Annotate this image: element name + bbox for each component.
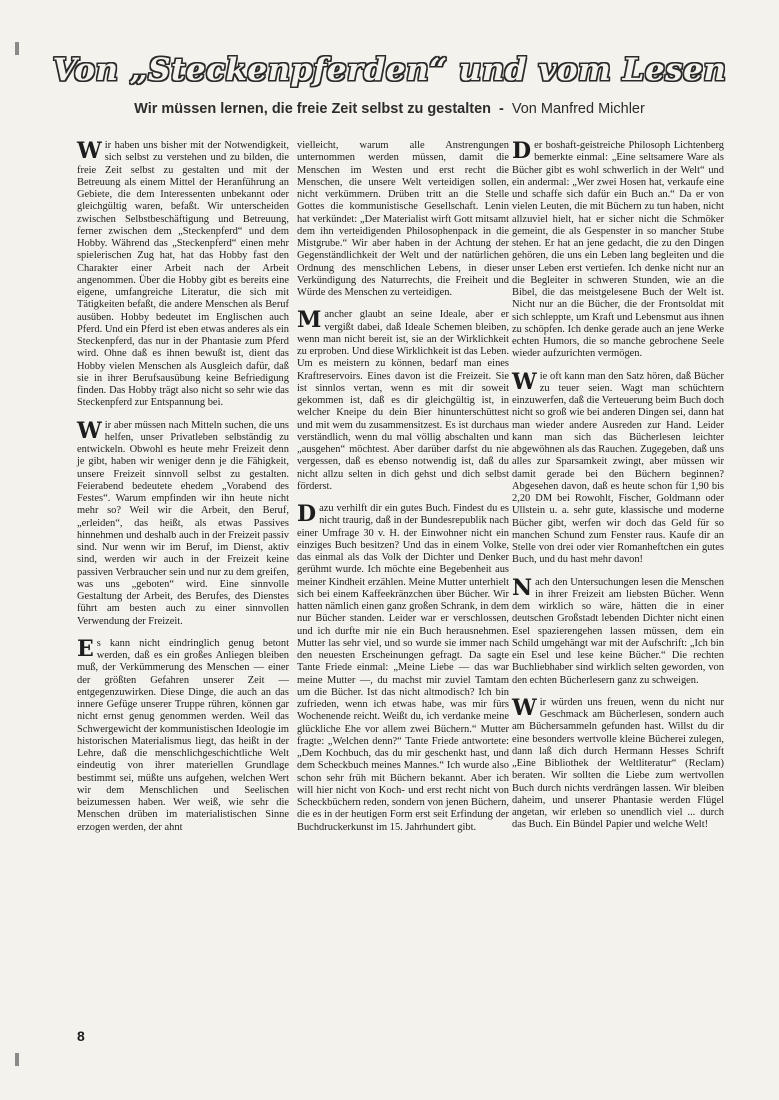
- paragraph: [512, 574, 724, 687]
- paragraph-text: er boshaft-geistreiche Philosoph Lichtenberg bemerkte einmal: „Eine seltsamere Ware als Bücher gibt es wohl schwerlich in der Welt“ und ein andermal: „Wer zwei Hosen hat, verkaufe eine und schaffe sich dafür ein Buch an.“ Da er von vielen Leuten, die mit Büchern zu tun haben, nicht allzuviel hielt, hat er sicher nicht die Schmöker gemeint, die als Gespenster in so mancher Stube stehen. Er hat an jene gedacht, die zu den Dingen gehören, die uns ein Leben lang begleiten und die unser Leben erst vertiefen. Ich denke nicht nur an die Begleiter in schweren Stunden, wie an die Bibel, die das meistgelesene Buch der Welt ist. Nicht nur an die Bücher, die der Frontsoldat mit sich schleppte, um Kraft und Lebensmut aus ihnen zu schöpfen. Ich denke gerade auch an jene Werke echten Humors, die so manche gebrochene Seele wieder aufzurichten vermögen.: [512, 140, 724, 360]
- drop-cap: D: [512, 138, 532, 164]
- text-column-2: [297, 140, 509, 844]
- paragraph-text: ir würden uns freuen, wenn du nicht nur Geschmack am Bücherlesen, sondern auch am Büchersammeln gefunden hast. Willst du dir eine besonders wertvolle kleine Bücherei zulegen, dann laß dich durch Hermann Hesses Schrift „Eine Bibliothek der Weltliteratur“ (Reclam) beraten. Wir sollten die Liebe zum wertvollen Buch durch nichts verdrängen lassen. Wir bleiben daheim, und unserer Phantasie werden Flügel angetan, wir erleben so unendlich viel ... durch das Buch. Ein Bündel Papier und welche Welt!: [512, 696, 724, 831]
- paragraph-text: ancher glaubt an seine Ideale, aber er vergißt dabei, daß Ideale Schemen bleiben, wenn man nicht bereit ist, sie an der Wirklichkeit zu erproben. Und diese Wirklichkeit ist das Leben. Um es meistern zu können, bedarf man eines Kraftreservoirs. Eines davon ist die Freizeit. Sie ist sinnlos vertan, wenn es mit dir soweit gekommen ist, daß es dir gleichgültig ist, in welcher Kneipe du dein Bier hinunterschüttest und mit wem du zusammensitzest. Es ist durchaus verständlich, wenn du mal völlig abschalten und „ausgehen“ möchtest. Aber darüber darfst du nie vergessen, daß es ebenso notwendig ist, daß du nicht allzu selten in dich gehst und dich selbst förderst.: [297, 309, 509, 492]
- binder-hole-mark: [15, 1053, 19, 1066]
- paragraph-text: azu verhilft dir ein gutes Buch. Findest du es nicht traurig, daß in der Bundesrepublik nach einer Umfrage 30 v. H. der Einwohner nicht ein einziges Buch besitzen? Und das in einem Volke, das einmal als das Volk der Dichter und Denker gerühmt wurde. Ich möchte eine Begebenheit aus meiner Kindheit erzählen. Meine Mutter unterhielt sich bei einem Kaffeekränzchen über Bücher. Wir hatten nämlich einen ganz großen Schrank, in dem nur Bücher standen. Leider war er verschlossen, und ich durfte mir nie ein Buch herausnehmen. Mutter las sehr viel, und so wurde sie immer nach den neuesten Erscheinungen gefragt. Da sagte Tante Friede einmal: „Meine Liebe — das war meine Mutter —, du machst mir zuviel Tamtam um die Bücher. Ist das nicht altmodisch? Ich bin zufrieden, wenn ich etwas habe, was mir fürs Wochenende reicht. Weißt du, ich verdanke meine glückliche Ehe vor allem zwei Büchern.“ Mutter fragte: „Welchen denn?“ Tante Friede antwortete: „Dem Kochbuch, das du mir geschenkt hast, und dem Scheckbuch meines Mannes.“ Ich wurde also schon sehr früh mit Büchern bekannt. Aber ich will hier nicht von Koch- und erst recht nicht von Scheckbüchern reden, sondern von jenen Büchern, die es in der heutigen Form erst seit Erfindung der Buchdruckerkunst im 15. Jahrhundert gibt.: [297, 503, 509, 833]
- drop-cap: W: [512, 694, 537, 721]
- article-subtitle: [0, 101, 779, 117]
- paragraph: [297, 309, 509, 493]
- drop-cap: N: [512, 574, 533, 601]
- drop-cap: M: [297, 307, 322, 334]
- subtitle-separator: -: [499, 101, 504, 117]
- text-column-3: [512, 140, 724, 842]
- paragraph: [512, 694, 724, 832]
- paragraph: [297, 503, 509, 834]
- paragraph: [512, 140, 724, 361]
- paragraph-text: s kann nicht eindringlich genug betont werden, daß es ein großes Anliegen bleiben muß, der Verkümmerung des Menschen — einer der größten Gefahren unserer Zeit — entgegenzuwirken. Diese Dinge, die auch an das innere Gefüge unserer Truppe rühren, können gar nicht ernst genug genommen werden. Weil das Schwergewicht der kommunistischen Ideologie im historischen Materialismus liegt, das heißt in der Lehre, daß die menschlichgeschichtliche Welt eindeutig von ihrer materiellen Grundlage bestimmt sei, müßte uns aufgehen, welchen Wert wir dem Menschlichen und Seelischen beizumessen haben. Wer weiß, wie sehr die Menschen drüben im materialistischen Sinne erzogen werden, der ahnt: [77, 637, 289, 833]
- paragraph: [77, 635, 289, 834]
- paragraph-text: ie oft kann man den Satz hören, daß Bücher zu teuer seien. Wagt man schüchtern einzuwerfen, daß die Verteuerung beim Buch doch nicht so groß wie bei anderen Dingen sei, dann hat man wieder andere Ausreden zur Hand. Leider kann man sich das Bücherlesen leichter abgewöhnen als das Rauchen. Zugegeben, daß uns alles zur Sparsamkeit zwingt, aber müssen wir damit gerade bei den Büchern beginnen? Abgesehen davon, daß es heute schon für 1,90 bis 2,20 DM bei Rowohlt, Fischer, Goldmann oder Ullstein u. a. sehr gute, klassische und moderne Bücher gibt, werfen wir doch das Geld für so manchen Schund zum Fenster raus. Kaufe dir an Stelle von drei oder vier Romanheftchen ein gutes Buch, und du hast mehr davon!: [512, 370, 724, 566]
- text-column-1: [77, 140, 289, 844]
- paragraph: [512, 368, 724, 567]
- drop-cap: W: [77, 138, 102, 164]
- drop-cap: W: [512, 368, 537, 395]
- paragraph-text: ach den Untersuchungen lesen die Menschen in ihrer Freizeit am liebsten Bücher. Wenn dem wirklich so wäre, hätten die in einer deutschen Großstadt lebenden Dichter nicht einen Esel spazierengehen lassen müssen, dem ein Schild umgehängt war mit der Aufschrift: „Ich bin ein Esel und lese keine Bücher.“ Die rechten Buchliebhaber sind wirklich selten geworden, von den echten Bücherlesern ganz zu schweigen.: [512, 576, 724, 686]
- article-title: Von „Steckenpferden“ und vom Lesen: [52, 52, 727, 88]
- paragraph: [297, 140, 509, 299]
- page-number: 8: [77, 1028, 85, 1044]
- paragraph-text: ir haben uns bisher mit der Notwendigkeit, sich selbst zu verstehen und zu bilden, die freie Zeit selbst zu gestalten und mit der Betreuung als einem Mittel der Heranführung an Gebiete, die dem Interessenten unbekannt oder gleichgültig waren, befaßt. Wir unterscheiden zwischen Selbstbeschäftigung und Betreuung, ferner zwischen dem „Steckenpferd“ und dem Hobby. Während das „Steckenpferd“ einen mehr spielerischen Zug hat, hat das Hobby fast den Charakter einer Arbeit nach der Arbeit angenommen. Über die Hobby gibt es bereits eine eigene, umfangreiche Literatur, die sich mit Tätigkeiten befaßt, die andere Menschen als Beruf ausüben. Hobby bedeutet im Englischen auch Pferd. Und ein Pferd ist eben etwas anderes als ein Steckenpferd, das nur in der Phantasie zum Pferd wird. Ohne daß es ihnen bewußt ist, dient das Hobby vielen Menschen als Ausgleich dafür, daß sie in ihrer Berufsausübung keine Befriedigung finden. Das Hobby trägt also nicht so sehr wie das Steckenpferd zur Entspannung bei.: [77, 140, 289, 409]
- drop-cap: W: [77, 417, 102, 444]
- paragraph: [77, 140, 289, 410]
- paragraph: [77, 417, 289, 628]
- drop-cap: E: [77, 635, 94, 662]
- subtitle-text: Wir müssen lernen, die freie Zeit selbst zu gestalten: [134, 101, 491, 117]
- paragraph-text: ir aber müssen nach Mitteln suchen, die uns helfen, unser Privatleben selbständig zu entwickeln. Obwohl es heute mehr Freizeit denn je gibt, haben wir weniger denn je die Fähigkeit, unsere Freizeit sinnvoll selbst zu gestalten. Feierabend bedeutete ehedem „Vorabend des Festes“. Warum empfinden wir ihn heute nicht mehr so? Weil wir die Arbeit, den Beruf, „erleiden“, das heißt, als etwas Passives hinnehmen und deshalb auch in der Freizeit passiv sind. Nur wenn wir im Beruf, im Dienst, aktiv sind, werden wir auch in der Freizeit keine passiven Verbraucher sein und nur zu dem greifen, was uns „geboten“ wird. Eine sinnvolle Gestaltung der Arbeit, des Berufes, des Dienstes führt am besten auch zu einer sinnvollen Verwendung der Freizeit.: [77, 419, 289, 627]
- article-author: Von Manfred Michler: [511, 101, 645, 117]
- paragraph-text: vielleicht, warum alle Anstrengungen unternommen werden müssen, damit die Menschen im Westen und erst recht die Menschen, die unsere Welt verteidigen sollen, nicht verkümmern. Drüben tritt an die Stelle Gottes die kommunistische Gesellschaft. Lenin hat verkündet: „Der Materialist wirft Gott mitsamt dem ihn verteidigenden Philosophenpack in die Mistgrube.“ Wir aber haben in der Achtung der Gegenständlichkeit der Welt und der natürlichen Ordnung des menschlichen Lebens, in dieser Verkündigung des Naturrechts, die Freiheit und Würde des Menschen zu verteidigen.: [297, 140, 509, 298]
- drop-cap: D: [297, 501, 317, 527]
